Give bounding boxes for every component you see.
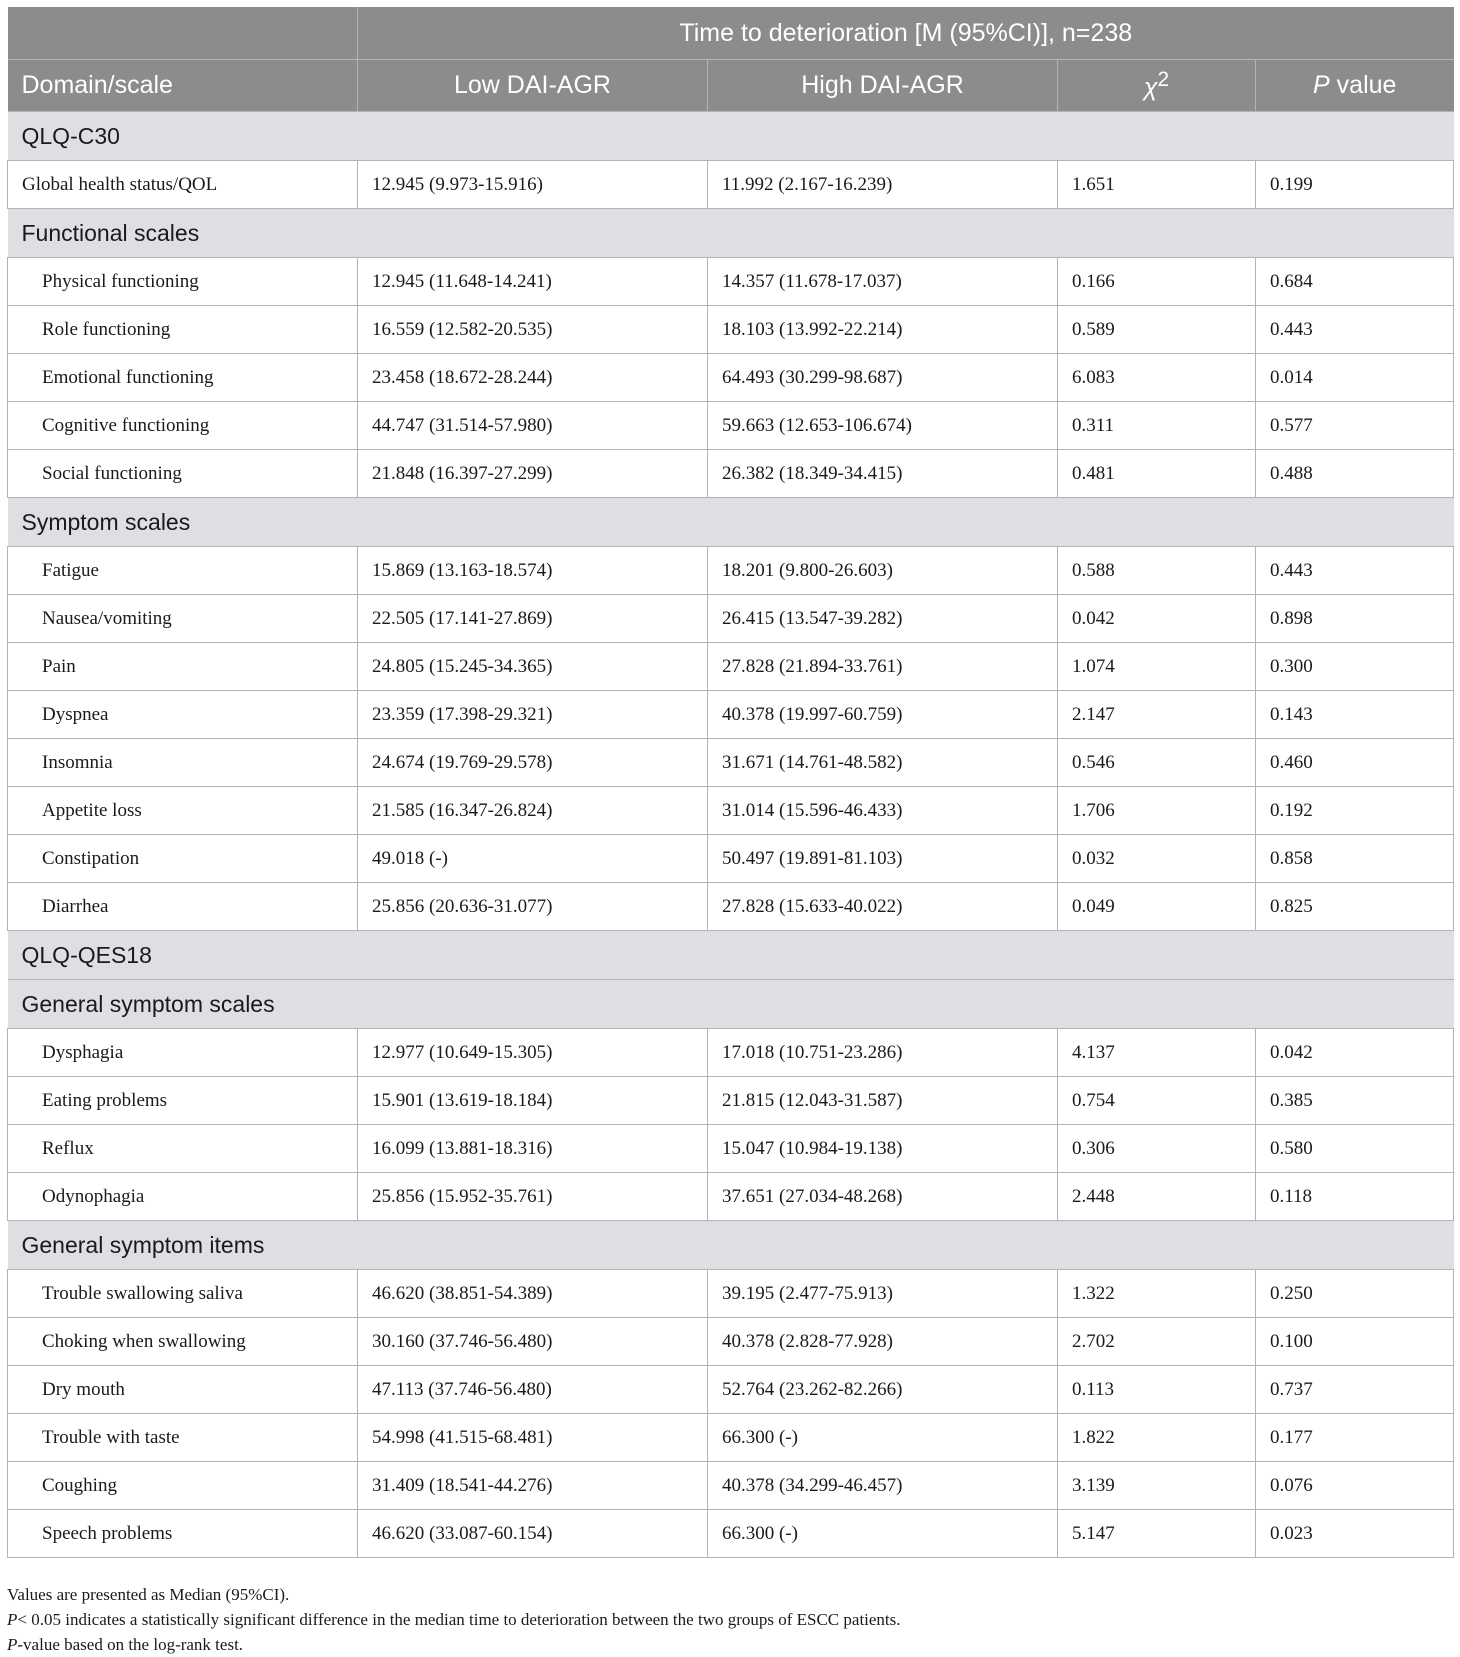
row-label: Fatigue bbox=[8, 547, 358, 595]
row-label: Cognitive functioning bbox=[8, 402, 358, 450]
high-dai-agr-value: 26.382 (18.349-34.415) bbox=[708, 450, 1058, 498]
header-group-title: Time to deterioration [M (95%CI)], n=238 bbox=[358, 7, 1454, 60]
row-label: Eating problems bbox=[8, 1077, 358, 1125]
chi-square-value: 1.706 bbox=[1058, 787, 1256, 835]
p-value: 0.684 bbox=[1256, 258, 1454, 306]
table-row bbox=[8, 1366, 1454, 1414]
results-table bbox=[7, 7, 1454, 1558]
low-dai-agr-value: 31.409 (18.541-44.276) bbox=[358, 1462, 708, 1510]
header-chi-square bbox=[1058, 60, 1256, 112]
high-dai-agr-value: 15.047 (10.984-19.138) bbox=[708, 1125, 1058, 1173]
header-row-columns bbox=[8, 60, 1454, 112]
table-row bbox=[8, 835, 1454, 883]
table-row bbox=[8, 547, 1454, 595]
row-label: Trouble swallowing saliva bbox=[8, 1270, 358, 1318]
row-label: Insomnia bbox=[8, 739, 358, 787]
table-row bbox=[8, 1125, 1454, 1173]
p-value: 0.192 bbox=[1256, 787, 1454, 835]
chi-square-value: 0.032 bbox=[1058, 835, 1256, 883]
note-log-rank-p: P bbox=[7, 1635, 18, 1654]
table-row bbox=[8, 595, 1454, 643]
high-dai-agr-value: 39.195 (2.477-75.913) bbox=[708, 1270, 1058, 1318]
high-dai-agr-value: 66.300 (-) bbox=[708, 1510, 1058, 1558]
p-value: 0.177 bbox=[1256, 1414, 1454, 1462]
row-label: Choking when swallowing bbox=[8, 1318, 358, 1366]
section-label: General symptom items bbox=[8, 1221, 1454, 1270]
row-label: Appetite loss bbox=[8, 787, 358, 835]
chi-symbol: χ bbox=[1143, 73, 1158, 102]
note-significance-p: P bbox=[7, 1610, 18, 1629]
p-value: 0.737 bbox=[1256, 1366, 1454, 1414]
table-row bbox=[8, 883, 1454, 931]
chi-square-value: 0.306 bbox=[1058, 1125, 1256, 1173]
high-dai-agr-value: 66.300 (-) bbox=[708, 1414, 1058, 1462]
low-dai-agr-value: 23.458 (18.672-28.244) bbox=[358, 354, 708, 402]
low-dai-agr-value: 21.848 (16.397-27.299) bbox=[358, 450, 708, 498]
note-significance-text: < 0.05 indicates a statistically significant difference in the median time to deterioration between the two groups of ESCC patients. bbox=[17, 1610, 901, 1629]
high-dai-agr-value: 27.828 (21.894-33.761) bbox=[708, 643, 1058, 691]
chi-square-value: 1.322 bbox=[1058, 1270, 1256, 1318]
low-dai-agr-value: 16.559 (12.582-20.535) bbox=[358, 306, 708, 354]
chi-square-value: 1.074 bbox=[1058, 643, 1256, 691]
section-label: General symptom scales bbox=[8, 980, 1454, 1029]
chi-square-value: 0.754 bbox=[1058, 1077, 1256, 1125]
low-dai-agr-value: 21.585 (16.347-26.824) bbox=[358, 787, 708, 835]
table-row bbox=[8, 1414, 1454, 1462]
p-value: 0.300 bbox=[1256, 643, 1454, 691]
p-value: 0.014 bbox=[1256, 354, 1454, 402]
row-label: Speech problems bbox=[8, 1510, 358, 1558]
section-row bbox=[8, 931, 1454, 980]
table-row bbox=[8, 691, 1454, 739]
chi-square-value: 0.113 bbox=[1058, 1366, 1256, 1414]
p-value: 0.023 bbox=[1256, 1510, 1454, 1558]
high-dai-agr-value: 14.357 (11.678-17.037) bbox=[708, 258, 1058, 306]
high-dai-agr-value: 59.663 (12.653-106.674) bbox=[708, 402, 1058, 450]
header-p-value bbox=[1256, 60, 1454, 112]
row-label: Trouble with taste bbox=[8, 1414, 358, 1462]
p-value: 0.443 bbox=[1256, 306, 1454, 354]
header-high: High DAI-AGR bbox=[708, 60, 1058, 112]
chi-square-value: 0.049 bbox=[1058, 883, 1256, 931]
low-dai-agr-value: 15.869 (13.163-18.574) bbox=[358, 547, 708, 595]
chi-square-value: 3.139 bbox=[1058, 1462, 1256, 1510]
high-dai-agr-value: 21.815 (12.043-31.587) bbox=[708, 1077, 1058, 1125]
chi-square-value: 0.042 bbox=[1058, 595, 1256, 643]
section-row bbox=[8, 1221, 1454, 1270]
low-dai-agr-value: 23.359 (17.398-29.321) bbox=[358, 691, 708, 739]
p-value: 0.898 bbox=[1256, 595, 1454, 643]
high-dai-agr-value: 11.992 (2.167-16.239) bbox=[708, 161, 1058, 209]
row-label: Constipation bbox=[8, 835, 358, 883]
row-label: Dyspnea bbox=[8, 691, 358, 739]
section-label: Symptom scales bbox=[8, 498, 1454, 547]
row-label: Coughing bbox=[8, 1462, 358, 1510]
low-dai-agr-value: 22.505 (17.141-27.869) bbox=[358, 595, 708, 643]
section-label: QLQ-QES18 bbox=[8, 931, 1454, 980]
row-label: Role functioning bbox=[8, 306, 358, 354]
row-label: Emotional functioning bbox=[8, 354, 358, 402]
high-dai-agr-value: 18.103 (13.992-22.214) bbox=[708, 306, 1058, 354]
chi-square-value: 0.588 bbox=[1058, 547, 1256, 595]
row-label: Odynophagia bbox=[8, 1173, 358, 1221]
note-log-rank-text: -value based on the log-rank test. bbox=[17, 1635, 244, 1654]
p-value: 0.385 bbox=[1256, 1077, 1454, 1125]
table-row bbox=[8, 643, 1454, 691]
high-dai-agr-value: 31.014 (15.596-46.433) bbox=[708, 787, 1058, 835]
table-row bbox=[8, 306, 1454, 354]
low-dai-agr-value: 46.620 (33.087-60.154) bbox=[358, 1510, 708, 1558]
p-value: 0.199 bbox=[1256, 161, 1454, 209]
high-dai-agr-value: 26.415 (13.547-39.282) bbox=[708, 595, 1058, 643]
table-row bbox=[8, 1029, 1454, 1077]
chi-square-value: 1.822 bbox=[1058, 1414, 1256, 1462]
low-dai-agr-value: 16.099 (13.881-18.316) bbox=[358, 1125, 708, 1173]
low-dai-agr-value: 24.805 (15.245-34.365) bbox=[358, 643, 708, 691]
high-dai-agr-value: 31.671 (14.761-48.582) bbox=[708, 739, 1058, 787]
chi-square-value: 0.589 bbox=[1058, 306, 1256, 354]
table-row bbox=[8, 787, 1454, 835]
section-row bbox=[8, 498, 1454, 547]
low-dai-agr-value: 12.945 (11.648-14.241) bbox=[358, 258, 708, 306]
note-log-rank bbox=[7, 1632, 901, 1657]
low-dai-agr-value: 44.747 (31.514-57.980) bbox=[358, 402, 708, 450]
results-table-container bbox=[7, 7, 1453, 1558]
table-row bbox=[8, 258, 1454, 306]
table-notes bbox=[7, 1582, 901, 1657]
table-row bbox=[8, 1173, 1454, 1221]
section-label: QLQ-C30 bbox=[8, 112, 1454, 161]
low-dai-agr-value: 15.901 (13.619-18.184) bbox=[358, 1077, 708, 1125]
p-value: 0.100 bbox=[1256, 1318, 1454, 1366]
p-value: 0.042 bbox=[1256, 1029, 1454, 1077]
chi-square-value: 6.083 bbox=[1058, 354, 1256, 402]
chi-square-value: 2.147 bbox=[1058, 691, 1256, 739]
high-dai-agr-value: 50.497 (19.891-81.103) bbox=[708, 835, 1058, 883]
low-dai-agr-value: 54.998 (41.515-68.481) bbox=[358, 1414, 708, 1462]
chi-square-value: 5.147 bbox=[1058, 1510, 1256, 1558]
table-row bbox=[8, 450, 1454, 498]
chi-square-value: 4.137 bbox=[1058, 1029, 1256, 1077]
section-row bbox=[8, 980, 1454, 1029]
table-row bbox=[8, 1462, 1454, 1510]
chi-square-value: 2.448 bbox=[1058, 1173, 1256, 1221]
high-dai-agr-value: 52.764 (23.262-82.266) bbox=[708, 1366, 1058, 1414]
table-row bbox=[8, 1318, 1454, 1366]
low-dai-agr-value: 25.856 (20.636-31.077) bbox=[358, 883, 708, 931]
header-domain: Domain/scale bbox=[8, 60, 358, 112]
row-label: Diarrhea bbox=[8, 883, 358, 931]
high-dai-agr-value: 27.828 (15.633-40.022) bbox=[708, 883, 1058, 931]
section-row bbox=[8, 112, 1454, 161]
table-row bbox=[8, 1510, 1454, 1558]
chi-superscript: 2 bbox=[1157, 68, 1170, 92]
high-dai-agr-value: 64.493 (30.299-98.687) bbox=[708, 354, 1058, 402]
p-value: 0.577 bbox=[1256, 402, 1454, 450]
table-row bbox=[8, 402, 1454, 450]
p-italic: P bbox=[1313, 71, 1330, 99]
high-dai-agr-value: 40.378 (34.299-46.457) bbox=[708, 1462, 1058, 1510]
chi-square-value: 0.481 bbox=[1058, 450, 1256, 498]
table-row bbox=[8, 354, 1454, 402]
row-label: Nausea/vomiting bbox=[8, 595, 358, 643]
row-label: Physical functioning bbox=[8, 258, 358, 306]
row-label: Dysphagia bbox=[8, 1029, 358, 1077]
p-value: 0.118 bbox=[1256, 1173, 1454, 1221]
chi-square-value: 0.311 bbox=[1058, 402, 1256, 450]
p-value: 0.460 bbox=[1256, 739, 1454, 787]
table-row bbox=[8, 739, 1454, 787]
p-value: 0.443 bbox=[1256, 547, 1454, 595]
header-low: Low DAI-AGR bbox=[358, 60, 708, 112]
low-dai-agr-value: 30.160 (37.746-56.480) bbox=[358, 1318, 708, 1366]
table-row bbox=[8, 1270, 1454, 1318]
row-label: Global health status/QOL bbox=[8, 161, 358, 209]
header-empty-cell bbox=[8, 7, 358, 60]
low-dai-agr-value: 24.674 (19.769-29.578) bbox=[358, 739, 708, 787]
low-dai-agr-value: 49.018 (-) bbox=[358, 835, 708, 883]
p-value: 0.488 bbox=[1256, 450, 1454, 498]
p-value: 0.825 bbox=[1256, 883, 1454, 931]
p-value: 0.250 bbox=[1256, 1270, 1454, 1318]
chi-square-value: 0.546 bbox=[1058, 739, 1256, 787]
section-row bbox=[8, 209, 1454, 258]
table-body bbox=[8, 112, 1454, 1558]
high-dai-agr-value: 40.378 (19.997-60.759) bbox=[708, 691, 1058, 739]
note-significance bbox=[7, 1607, 901, 1632]
row-label: Pain bbox=[8, 643, 358, 691]
low-dai-agr-value: 47.113 (37.746-56.480) bbox=[358, 1366, 708, 1414]
chi-square-value: 2.702 bbox=[1058, 1318, 1256, 1366]
low-dai-agr-value: 12.945 (9.973-15.916) bbox=[358, 161, 708, 209]
row-label: Reflux bbox=[8, 1125, 358, 1173]
high-dai-agr-value: 17.018 (10.751-23.286) bbox=[708, 1029, 1058, 1077]
table-row bbox=[8, 161, 1454, 209]
header-row-group bbox=[8, 7, 1454, 60]
p-value: 0.858 bbox=[1256, 835, 1454, 883]
low-dai-agr-value: 25.856 (15.952-35.761) bbox=[358, 1173, 708, 1221]
note-median: Values are presented as Median (95%CI). bbox=[7, 1585, 290, 1604]
p-value: 0.076 bbox=[1256, 1462, 1454, 1510]
p-value: 0.580 bbox=[1256, 1125, 1454, 1173]
high-dai-agr-value: 37.651 (27.034-48.268) bbox=[708, 1173, 1058, 1221]
row-label: Social functioning bbox=[8, 450, 358, 498]
low-dai-agr-value: 46.620 (38.851-54.389) bbox=[358, 1270, 708, 1318]
p-value: 0.143 bbox=[1256, 691, 1454, 739]
chi-square-value: 1.651 bbox=[1058, 161, 1256, 209]
row-label: Dry mouth bbox=[8, 1366, 358, 1414]
section-label: Functional scales bbox=[8, 209, 1454, 258]
low-dai-agr-value: 12.977 (10.649-15.305) bbox=[358, 1029, 708, 1077]
p-label-rest: value bbox=[1329, 71, 1397, 99]
high-dai-agr-value: 40.378 (2.828-77.928) bbox=[708, 1318, 1058, 1366]
table-row bbox=[8, 1077, 1454, 1125]
chi-square-value: 0.166 bbox=[1058, 258, 1256, 306]
high-dai-agr-value: 18.201 (9.800-26.603) bbox=[708, 547, 1058, 595]
